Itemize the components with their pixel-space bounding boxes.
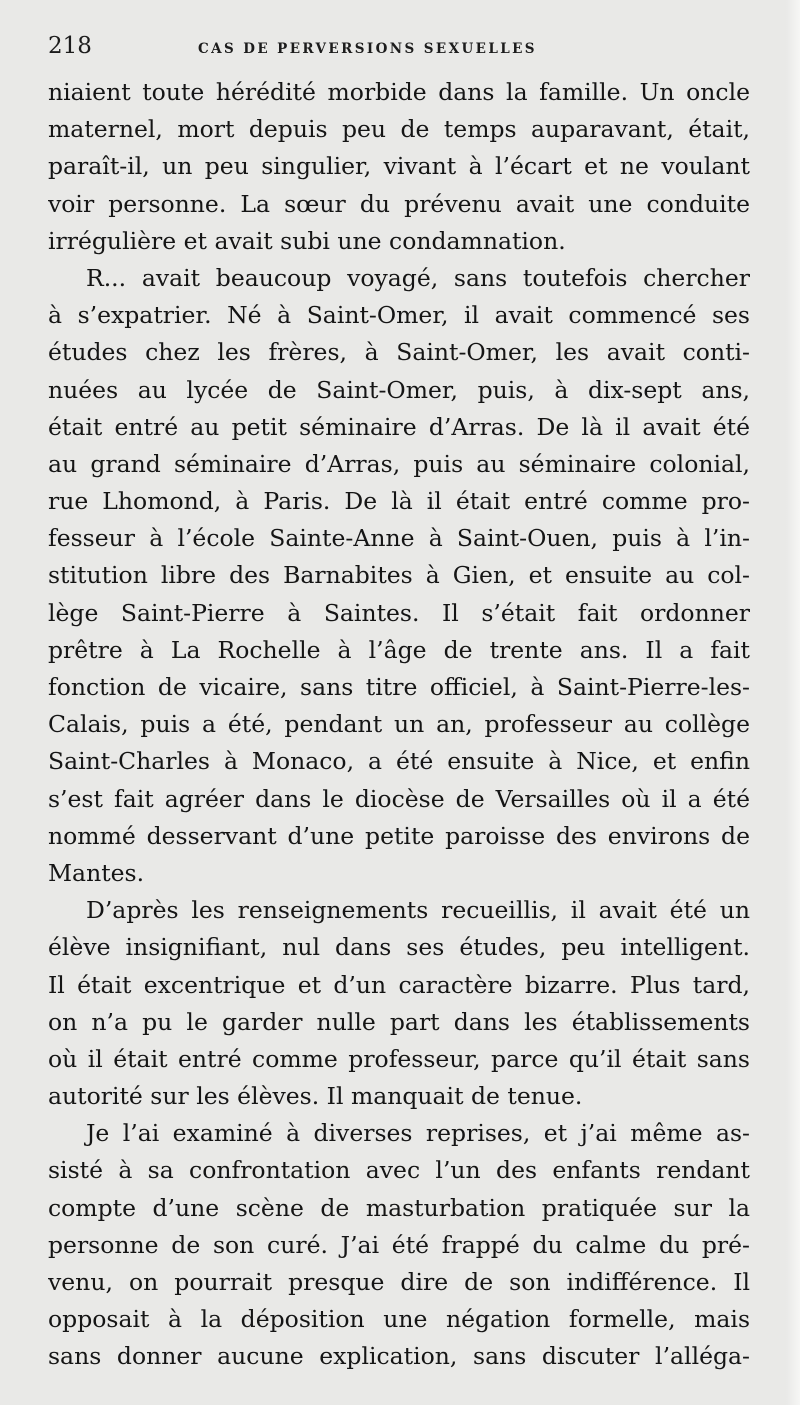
text-line: fesseur à l’école Sainte-Anne à Saint-Ouen, puis à l’in- [48,524,750,553]
text-line: s’est fait agréer dans le diocèse de Versailles où il a été [48,784,750,813]
text-line: à s’expatrier. Né à Saint-Omer, il avait commencé ses [48,301,750,330]
text-line: rue Lhomond, à Paris. De là il était entré comme pro- [48,487,750,516]
text-line: venu, on pourrait presque dire de son indifférence. Il [48,1268,750,1296]
text-line: prêtre à La Rochelle à l’âge de trente ans. Il a fait [48,635,750,664]
text-line: Mantes. [48,858,145,887]
text-line: paraît-il, un peu singulier, vivant à l’écart et ne voulant [48,152,750,181]
text-line: élève insignifiant, nul dans ses études, peu intelligent. [48,933,750,962]
text-line: Calais, puis a été, pendant un an, professeur au collège [48,710,750,739]
text-line: voir personne. La sœur du prévenu avait une conduite [48,189,750,218]
paragraph-first-line: Je l’ai examiné à diverses reprises, et j’ai même as- [86,1119,750,1148]
page-number: 218 [48,33,92,59]
text-line: fonction de vicaire, sans titre officiel, à Saint-Pierre-les- [48,673,750,701]
text-line: études chez les frères, à Saint-Omer, les avait conti- [48,338,750,367]
text-line: niaient toute hérédité morbide dans la famille. Un oncle [48,78,750,106]
text-line: on n’a pu le garder nulle part dans les établissements [48,1007,750,1036]
text-line: où il était entré comme professeur, parce qu’il était sans [48,1044,750,1073]
page-header [48,33,748,63]
running-title: CAS DE PERVERSIONS SEXUELLES [198,41,537,57]
paragraph-first-line: R... avait beaucoup voyagé, sans toutefois chercher [86,263,750,292]
text-line: maternel, mort depuis peu de temps auparavant, était, [48,115,750,144]
text-line: était entré au petit séminaire d’Arras. De là il avait été [48,412,750,441]
text-line: Il était excentrique et d’un caractère bizarre. Plus tard, [48,970,750,999]
text-line: Saint-Charles à Monaco, a été ensuite à Nice, et enfin [48,747,750,776]
text-line: lège Saint-Pierre à Saintes. Il s’était fait ordonner [48,598,750,627]
text-line: au grand séminaire d’Arras, puis au séminaire colonial, [48,449,750,478]
text-line: autorité sur les élèves. Il manquait de tenue. [48,1082,583,1111]
text-line: nuées au lycée de Saint-Omer, puis, à dix-sept ans, [48,375,750,404]
text-line: opposait à la déposition une négation formelle, mais [48,1305,750,1334]
body-text [48,74,750,1376]
text-line: compte d’une scène de masturbation pratiquée sur la [48,1193,750,1222]
text-line: irrégulière et avait subi une condamnation. [48,226,566,255]
paragraph-first-line: D’après les renseignements recueillis, il avait été un [86,896,750,925]
text-line: sisté à sa confrontation avec l’un des enfants rendant [48,1156,750,1185]
text-line: stitution libre des Barnabites à Gien, et ensuite au col- [48,561,750,590]
text-line: sans donner aucune explication, sans discuter l’alléga- [48,1342,750,1371]
text-line: personne de son curé. J’ai été frappé du calme du pré- [48,1230,750,1259]
text-line: nommé desservant d’une petite paroisse des environs de [48,821,750,850]
